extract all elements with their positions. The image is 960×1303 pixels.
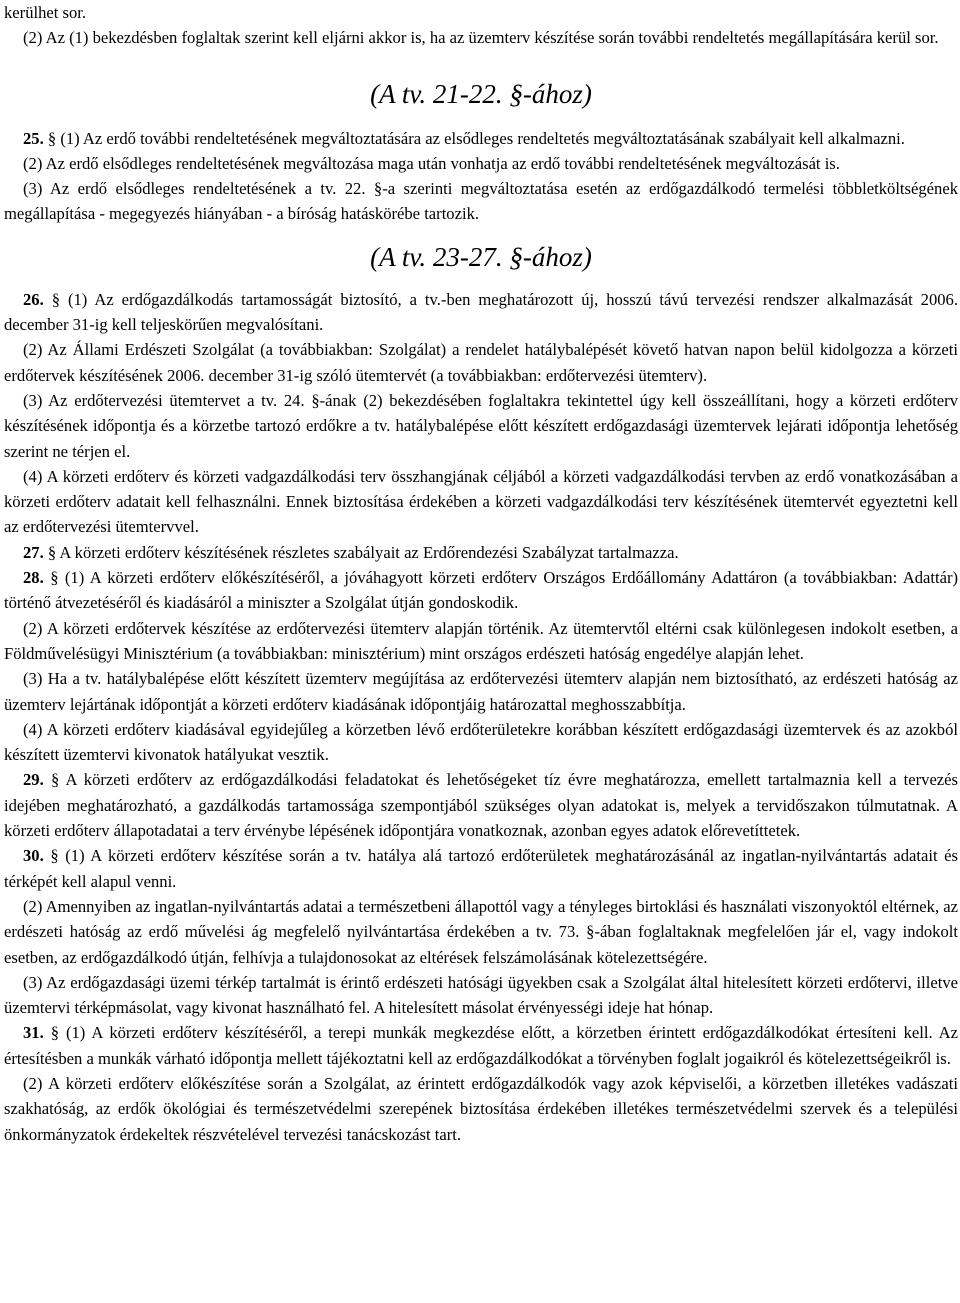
paragraph-26-2: (2) Az Állami Erdészeti Szolgálat (a továbbiakban: Szolgálat) a rendelet hatálybalépését követő hatvan napon belül kidolgozza a körzeti erdőtervek készítésének 2006. december 31-ig szóló ütemtervét (a továbbiakban: erdőtervezési ütemterv). — [4, 340, 958, 385]
paragraph-text: § (1) Az erdőgazdálkodás tartamosságát biztosító, a tv.-ben meghatározott új, hosszú távú tervezési rendszer alkalmazását 2006. december 31-ig kell teljeskörűen megvalósítani. — [4, 289, 958, 335]
paragraph-25-3: (3) Az erdő elsődleges rendeltetésének a tv. 22. §-a szerinti megváltoztatása esetén az erdőgazdálkodó termelési többletköltségének megállapítása - megegyezés hiányában - a bíróság hatáskörébe tartozik. — [4, 179, 958, 224]
paragraph-28-3: (3) Ha a tv. hatálybalépése előtt készített üzemterv megújítása az erdőtervezési ütemterv alapján nem biztosítható, az erdészeti hatóság az üzemterv lejártának időpontját a körzeti erdőterv kiadásának időpontjáig határozattal meghosszabbítja. — [4, 669, 958, 714]
section-heading: (A tv. 23-27. §-ához) — [370, 241, 592, 272]
paragraph-text: § (1) A körzeti erdőterv előkészítéséről, a jóváhagyott körzeti erdőterv Országos Erdőállomány Adattáron (a továbbiakban: Adattár) történő átvezetéséről és kiadásáról a miniszter a Szolgálat útján gondoskodik. — [4, 568, 958, 613]
paragraph-27-1 — [4, 540, 958, 565]
section-number: 26. — [23, 289, 44, 309]
paragraph-30-1 — [4, 843, 958, 894]
section-number: 28. — [23, 568, 44, 588]
paragraph-text: § (1) A körzeti erdőterv készítéséről, a terepi munkák megkezdése előtt, a körzetben érintett erdőgazdálkodókat értesíteni kell. Az értesítésben a munkák várható időpontja mellett tájékoztatni kell az erdőgazdálkodókat a törvényben foglalt jogaikról és kötelezettségeikről is. — [4, 1023, 958, 1068]
section-number: 25. — [23, 128, 44, 148]
paragraph: kerülhet sor. — [4, 3, 87, 22]
paragraph-28-4: (4) A körzeti erdőterv kiadásával egyidejűleg a körzetben lévő erdőterületekre korábban készített erdőgazdasági üzemtervek és az azokból készített üzemtervi kivonatok hatályukat vesztik. — [4, 719, 958, 765]
paragraph-text: § (1) Az erdő további rendeltetésének megváltoztatására az elsődleges rendeltetés megváltoztatásának szabályait kell alkalmazni. — [47, 128, 905, 148]
paragraph-26-4: (4) A körzeti erdőterv és körzeti vadgazdálkodási terv összhangjának céljából a körzeti vadgazdálkodási tervben az erdő vonatkozásában a körzeti erdőterv adatait kell felhasználni. Ennek biztosítása érdekében a körzeti vadgazdálkodási terv készítésének ütemtervét egyeztetni kell az erdőtervezési ütemtervvel. — [4, 466, 958, 537]
paragraph-26-1 — [4, 287, 958, 338]
section-heading: (A tv. 21-22. §-ához) — [370, 78, 592, 109]
section-number: 29. — [23, 770, 44, 790]
paragraph: (2) Az (1) bekezdésben foglaltak szerint kell eljárni akkor is, ha az üzemterv készítése során további rendeltetés megállapítására kerül sor. — [23, 28, 939, 48]
section-number: 30. — [23, 846, 44, 866]
section-number: 31. — [23, 1023, 44, 1043]
paragraph-28-2: (2) A körzeti erdőtervek készítése az erdőtervezési ütemterv alapján történik. Az ütemtervtől eltérni csak különlegesen indokolt esetben, a Földművelésügyi Minisztérium (a továbbiakban: minisztérium) mint országos erdészeti hatóság engedélye alapján lehet. — [4, 618, 958, 663]
paragraph-text: § A körzeti erdőterv az erdőgazdálkodási feladatokat és lehetőségeket tíz évre meghatározza, emellett tartalmaznia kell a tervezés idejében meghatározható, a gazdálkodás tartamossága szempontjából szükséges olyan adatokat is, melyek a tervidőszakon túlmutatnak. A körzeti erdőterv állapotadatai a terv érvénybe lépésének időpontjára vonatkoznak, azonban egyes adatok előrevetíttetek. — [4, 770, 958, 841]
paragraph-29-1 — [4, 767, 958, 843]
paragraph-26-3: (3) Az erdőtervezési ütemtervet a tv. 24. §-ának (2) bekezdésében foglaltakra tekintettel úgy kell összeállítani, hogy a körzeti erdőterv készítésének időpontja és a körzetbe tartozó erdőkre a tv. hatálybalépése előtt készített erdőgazdasági üzemtervek lejárati időpontja lehetőség szerint ne térjen el. — [4, 390, 958, 461]
document-page — [4, 0, 958, 1147]
paragraph-30-3: (3) Az erdőgazdasági üzemi térkép tartalmát is érintő erdészeti hatósági ügyekben csak a Szolgálat által hitelesített körzeti erdőtervi, illetve üzemtervi térképmásolat, vagy kivonat használható fel. A hitelesített másolat érvényességi ideje hat hónap. — [4, 972, 958, 1018]
paragraph-25-2: (2) Az erdő elsődleges rendeltetésének megváltozása maga után vonhatja az erdő további rendeltetésének megváltozását is. — [23, 153, 840, 173]
section-number: 27. — [23, 542, 44, 562]
paragraph-text: § A körzeti erdőterv készítésének részletes szabályait az Erdőrendezési Szabályzat tartalmazza. — [47, 542, 679, 562]
paragraph-31-2: (2) A körzeti erdőterv előkészítése során a Szolgálat, az érintett erdőgazdálkodók vagy azok képviselői, a körzetben illetékes vadászati szakhatóság, az erdők ökológiai és természetvédelmi szerepének biztosítása érdekében illetékes természetvédelmi szervek és a települési önkormányzatok érdekeltek részvételével tervezési tanácskozást tart. — [4, 1073, 958, 1144]
paragraph-text: § (1) A körzeti erdőterv készítése során a tv. hatálya alá tartozó erdőterületek meghatározásánál az ingatlan-nyilvántartás adatait és térképét kell alapul venni. — [4, 846, 958, 891]
paragraph-30-2: (2) Amennyiben az ingatlan-nyilvántartás adatai a természetbeni állapottól vagy a tényleges birtoklási és használati viszonyoktól eltérnek, az erdészeti hatóság az erdő művelési ág megfelelő nyilvántartása érdekében a tv. 73. §-ában foglaltaknak megfelelően jár el, vagy indokolt esetben, az erdőgazdálkodó útján, felhívja a tulajdonosokat az eltérések felszámolásának kötelezettségére. — [4, 896, 958, 967]
paragraph-25-1 — [4, 126, 958, 151]
paragraph-28-1 — [4, 565, 958, 616]
paragraph-31-1 — [4, 1020, 958, 1071]
